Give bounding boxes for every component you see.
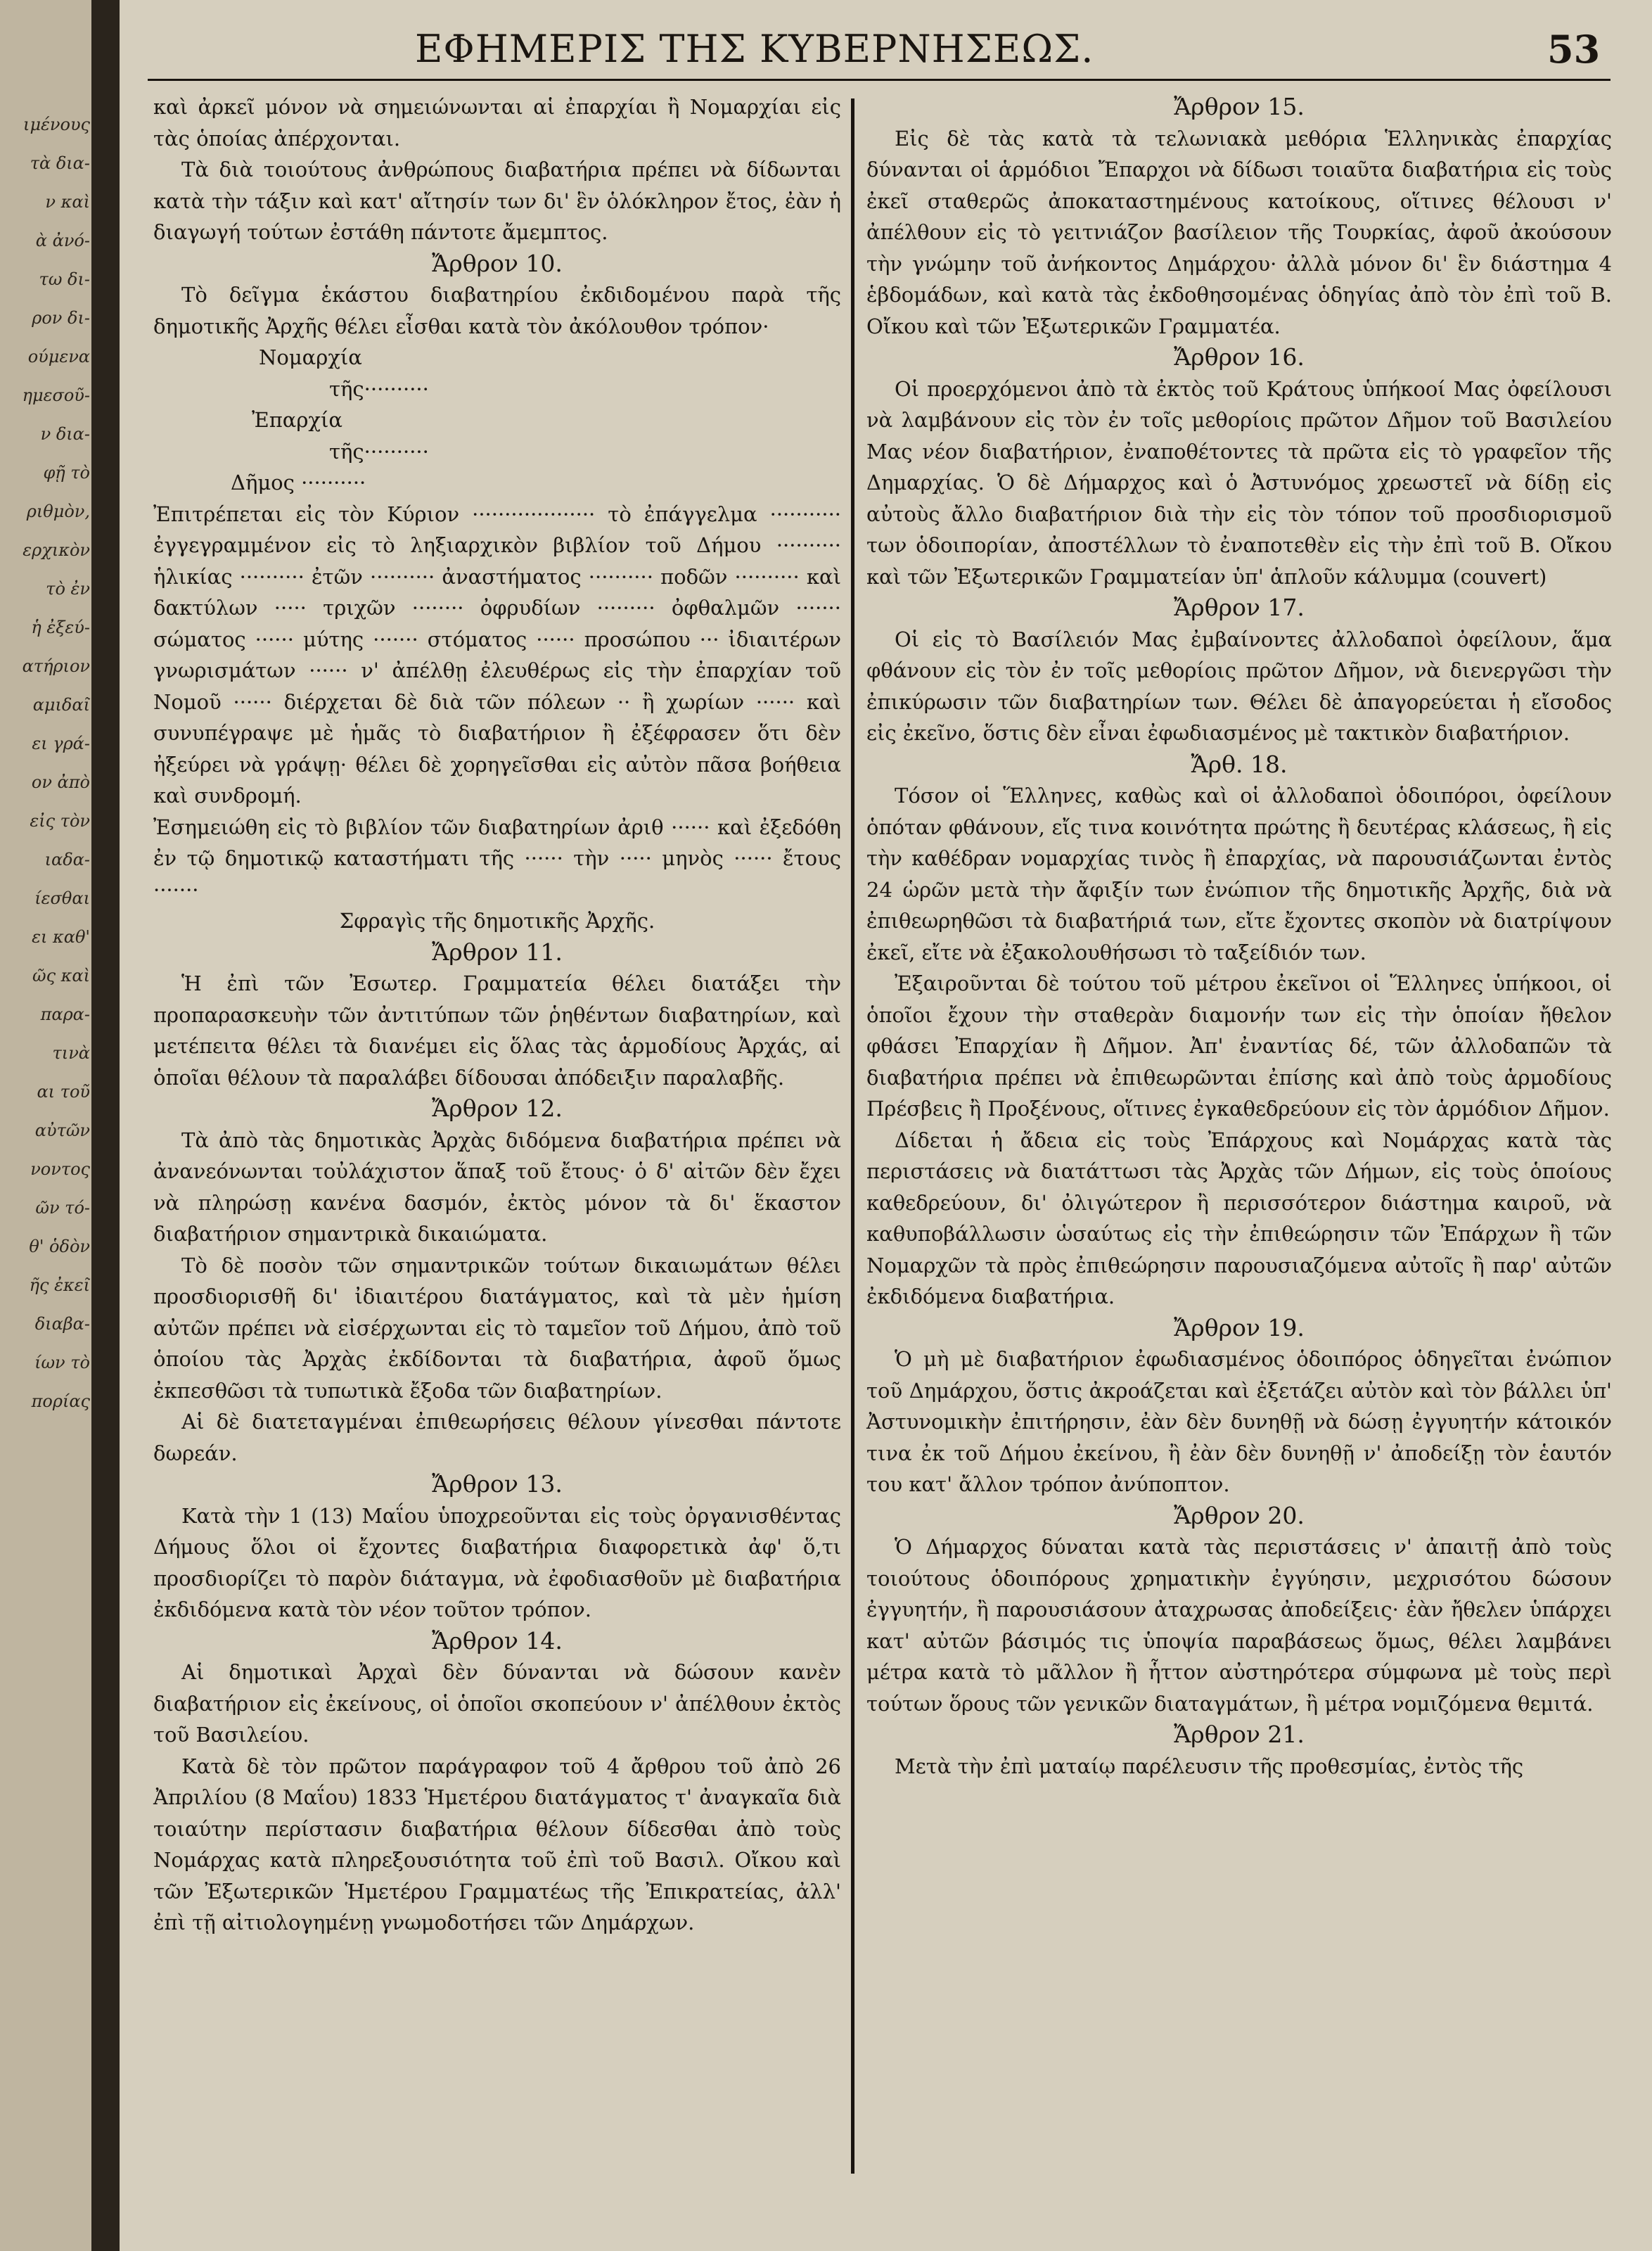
paragraph: Ὁ μὴ μὲ διαβατήριον ἐφωδιασμένος ὁδοιπόρος ὁδηγεῖται ἐνώπιον τοῦ Δημάρχου, ὅστις ἀκροάζεται καὶ ἐξετάζει αὐτὸν καὶ τὸν βάλλει ὑπ' Ἀστυνομικὴν ἐπιτήρησιν, ἐὰν δὲν δυνηθῇ νὰ δώσῃ ἐγγυητήν κάτοικόν τινα ἐκ τοῦ Δήμου ἐκείνου, ἢ ἐὰν δὲν δυνηθῇ ν' ἀποδείξῃ τὸν ἑαυτόν του κατ' ἄλλον τρόπον ἀνύποπτον. bbox=[866, 1347, 1612, 1496]
article-heading: Ἄρθρον 14. bbox=[432, 1626, 563, 1654]
paragraph: Τὰ ἀπὸ τὰς δημοτικὰς Ἀρχὰς διδόμενα διαβατήρια πρέπει νὰ ἀνανεόνωνται τοὐλάχιστον ἅπαξ τοῦ ἔτους· ὁ δ' αἰτῶν δὲν ἔχει νὰ πληρώσῃ κανένα δασμόν, ἐκτὸς μόνον τὰ δι' ἕκαστον διαβατήριον σημαντρικὰ δικαιώματα. bbox=[153, 1128, 841, 1246]
article-heading: Ἄρθ. 18. bbox=[1191, 750, 1288, 778]
adjacent-page-fragment: ιαδα- bbox=[44, 850, 90, 869]
paragraph: Ὁ Δήμαρχος δύναται κατὰ τὰς περιστάσεις ν' ἀπαιτῇ ἀπὸ τοὺς τοιούτους ὁδοιπόρους χρηματικὴν ἐγγύησιν, μεχρισότου δώσουν ἐγγυητήν, ἢ παρουσιάσουν ἀταχρωσας ἀποδείξεις· ἐὰν ἤθελεν ὑπάρχει κατ' αὐτῶν βάσιμός τις ὑποψία παραβάσεως ὅμως, θέλει λαμβάνει μέτρα κατὰ τὸ μᾶλλον ἢ ἧττον αὐστηρότερα σύμφωνα μὲ τοὺς περὶ τούτων ὅρους τῶν γενικῶν διαταγμάτων, ἢ μέτρα νομιζόμενα θεμιτά. bbox=[866, 1535, 1612, 1716]
adjacent-page-fragment: ον ἀπὸ bbox=[31, 772, 90, 792]
adjacent-page-fragment: εἰς τὸν bbox=[30, 811, 90, 831]
left-column bbox=[153, 91, 841, 1939]
adjacent-page-fragment: τινὰ bbox=[52, 1043, 90, 1063]
passport-form-template bbox=[153, 342, 841, 937]
adjacent-page-fragment: ριθμὸν, bbox=[26, 502, 90, 521]
paragraph: Κατὰ τὴν 1 (13) Μαΐου ὑποχρεοῦνται εἰς τοὺς ὀργανισθέντας Δήμους ὅλοι οἱ ἔχοντες διαβατήρια διαφορετικὰ ἀφ' ὅ,τι προσδιορίζει τὸ παρὸν διάταγμα, νὰ ἐφοδιασθοῦν μὲ διαβατήρια ἐκδιδόμενα κατὰ τὸν νέον τοῦτον τρόπον. bbox=[153, 1503, 841, 1621]
form-line: Νομαρχία bbox=[259, 345, 362, 369]
right-column bbox=[866, 91, 1612, 1782]
binding-gutter bbox=[91, 0, 120, 2251]
form-line: τῆς·········· bbox=[329, 376, 429, 401]
adjacent-page-fragment: ερχικὸν bbox=[23, 540, 90, 560]
paragraph: Δίδεται ἡ ἄδεια εἰς τοὺς Ἐπάρχους καὶ Νομάρχας κατὰ τὰς περιστάσεις νὰ διατάττωσι τὰς Ἀρχὰς τῶν Δήμων, εἰς τοὺς ὁποίους καθεδρεύουν, δι' ὀλιγώτερον ἢ περισσότερον διάστημα καιροῦ, νὰ καθυποβάλλωσιν ὡσαύτως εἰς τὴν ἐπιθεώρησιν τῶν Ἐπάρχων ἢ τῶν Νομαρχῶν τὰ πρὸς ἐπιθεώρησιν παρουσιαζόμενα αὐτοῖς ἢ παρ' αὐτῶν ἐκδιδόμενα διαβατήρια. bbox=[866, 1128, 1612, 1308]
paragraph: Κατὰ δὲ τὸν πρῶτον παράγραφον τοῦ 4 ἄρθρου τοῦ ἀπὸ 26 Ἀπριλίου (8 Μαΐου) 1833 Ἡμετέρου διατάγματος τ' ἀναγκαῖα διὰ τοιαύτην περίστασιν διαβατήρια θέλουν δίδεσθαι ἀπὸ τοὺς Νομάρχας κατὰ πληρεξουσιότητα τοῦ ἐπὶ τοῦ Βασιλ. Οἴκου καὶ τῶν Ἐξωτερικῶν Ἡμετέρου Γραμματέως τῆς Ἐπικρατείας, ἀλλ' ἐπὶ τῇ αἰτιολογημένῃ γνωμοδοτήσει τῶν Δημάρχων. bbox=[153, 1754, 841, 1934]
paragraph: Ἐξαιροῦνται δὲ τούτου τοῦ μέτρου ἐκεῖνοι οἱ Ἕλληνες ὑπήκοοι, οἱ ὁποῖοι ἔχουν τὴν σταθερὰν διαμονήν των εἰς τὴν ὁποίαν ἤθελον φθάσει Ἐπαρχίαν ἢ Δῆμον. Ἀπ' ἐναντίας δέ, τῶν ἀλλοδαπῶν τὰ διαβατήρια πρέπει νὰ ἐπιθεωρῶνται ἐπίσης καὶ ἀπὸ τοὺς ἁρμοδίους Πρέσβεις ἢ Προξένους, οἵτινες ἐγκαθεδρεύουν εἰς τὸν ἁρμόδιον Δῆμον. bbox=[866, 971, 1612, 1121]
form-seal-line: Σφραγὶς τῆς δημοτικῆς Ἀρχῆς. bbox=[339, 909, 655, 933]
paragraph: Τὰ διὰ τοιούτους ἀνθρώπους διαβατήρια πρέπει νὰ δίδωνται κατὰ τὴν τάξιν καὶ κατ' αἴτησίν των δι' ἓν ὁλόκληρον ἔτος, ἐὰν ἡ διαγωγή τούτων ἐστάθη πάντοτε ἄμεμπτος. bbox=[153, 158, 841, 244]
adjacent-page-fragment: φῇ τὸ bbox=[43, 463, 90, 483]
adjacent-page-fragment: ὰ ἀνό- bbox=[35, 231, 90, 250]
paragraph: Τόσον οἱ Ἕλληνες, καθὼς καὶ οἱ ἀλλοδαποὶ ὁδοιπόροι, ὀφείλουν ὁπόταν φθάνουν, εἴς τινα κοινότητα πρώτης ἢ δευτέρας κλάσεως, ἢ εἰς τὴν καθέδραν νομαρχίας τινὸς ἢ ἐπαρχίας, νὰ παρουσιάζωνται ἐντὸς 24 ὡρῶν μετὰ τὴν ἄφιξίν των ἐνώπιον τῆς δημοτικῆς Ἀρχῆς, διὰ νὰ ἐπιθεωρηθῶσι τὰ διαβατήριά των, εἴτε ἔχοντες σκοπὸν νὰ διατρίψουν ἐκεῖ, εἴτε νὰ ἐξακολουθήσωσι τὸ ταξείδιόν των. bbox=[866, 784, 1612, 964]
paragraph: Οἱ εἰς τὸ Βασίλειόν Μας ἐμβαίνοντες ἀλλοδαποὶ ὀφείλουν, ἅμα φθάνουν εἰς τὸν ἐν τοῖς μεθορίοις πρῶτον Δῆμον, νὰ διενεργῶσι τὴν ἐπικύρωσιν τῶν διαβατηρίων των. Θέλει δὲ ἀπαγορεύεται ἡ εἴσοδος εἰς ἐκεῖνο, ὅστις δὲν εἶναι ἐφωδιασμένος μὲ τακτικὸν διαβατήριον. bbox=[866, 627, 1612, 745]
adjacent-page-fragment: ῶς καὶ bbox=[32, 966, 90, 986]
page-number: 53 bbox=[1547, 27, 1601, 72]
adjacent-page-fragment: αμιδαῖ bbox=[32, 695, 90, 715]
adjacent-page-fragment: θ' ὁδὸν bbox=[29, 1237, 90, 1256]
adjacent-page-fragment: πορίας bbox=[31, 1391, 90, 1411]
header-rule bbox=[148, 79, 1611, 81]
form-line: Δῆμος ·········· bbox=[231, 471, 366, 495]
adjacent-page-fragment: ούμενα bbox=[27, 347, 90, 366]
article-heading: Ἄρθρον 11. bbox=[432, 938, 563, 966]
article-heading: Ἄρθρον 17. bbox=[1174, 594, 1305, 621]
paragraph: καὶ ἀρκεῖ μόνον νὰ σημειώνωνται αἱ ἐπαρχίαι ἢ Νομαρχίαι εἰς τὰς ὁποίας ἀπέρχονται. bbox=[153, 95, 841, 151]
running-title: ΕΦΗΜΕΡΙΣ ΤΗΣ ΚΥΒΕΡΝΗΣΕΩΣ. bbox=[415, 27, 1094, 71]
adjacent-page-fragment: ιμένους bbox=[23, 115, 90, 134]
adjacent-page-fragment: ημεσοῦ- bbox=[22, 385, 90, 405]
adjacent-page-fragment: ἡ ἐξεύ- bbox=[31, 618, 90, 637]
paragraph: Αἱ δὲ διατεταγμέναι ἐπιθεωρήσεις θέλουν γίνεσθαι πάντοτε δωρεάν. bbox=[153, 1410, 841, 1465]
paragraph: Οἱ προερχόμενοι ἀπὸ τὰ ἐκτὸς τοῦ Κράτους ὑπήκοοί Μας ὀφείλουσι νὰ λαμβάνουν εἰς τὸν ἐν τοῖς μεθορίοις πρῶτον Δῆμον τοῦ Βασιλείου Μας νέον διαβατήριον, ἐναποθέτοντες τὰ πρῶτα εἰς τὸ γραφεῖον τῆς Δημαρχίας. Ὁ δὲ Δήμαρχος καὶ ὁ Ἀστυνόμος χρεωστεῖ νὰ δίδῃ εἰς αὐτοὺς ἄλλο διαβατήριον διὰ τὴν εἰς τὸν τόπον τοῦ προσδιορισμοῦ των ὁδοιπορίαν, ἀποστέλλων τὸ ἐναποτεθὲν εἰς τὴν ἐπὶ τοῦ Β. Οἴκου καὶ τῶν Ἐξωτερικῶν Γραμματείαν ὑπ' ἁπλοῦν κάλυμμα (couvert) bbox=[866, 376, 1612, 589]
adjacent-page-fragment: ει γρά- bbox=[32, 734, 90, 753]
article-heading: Ἄρθρον 19. bbox=[1174, 1313, 1305, 1341]
form-line: Ἐπαρχία bbox=[252, 408, 342, 432]
article-heading: Ἄρθρον 12. bbox=[432, 1095, 563, 1122]
paragraph: Αἱ δημοτικαὶ Ἀρχαὶ δὲν δύνανται νὰ δώσουν κανὲν διαβατήριον εἰς ἐκείνους, οἱ ὁποῖοι σκοπεύουν ν' ἀπέλθουν ἐκτὸς τοῦ Βασιλείου. bbox=[153, 1660, 841, 1747]
adjacent-page-fragment: ίεσθαι bbox=[34, 888, 90, 908]
article-heading: Ἄρθρον 10. bbox=[432, 249, 563, 277]
adjacent-page-fragment: ῆς ἐκεῖ bbox=[29, 1275, 90, 1295]
adjacent-page-fragment: ατήριον bbox=[22, 656, 90, 676]
adjacent-page-fragment: ει καθ' bbox=[32, 927, 90, 947]
adjacent-page-fragment: αι τοῦ bbox=[37, 1082, 90, 1102]
paragraph: Τὸ δὲ ποσὸν τῶν σημαντρικῶν τούτων δικαιωμάτων θέλει προσδιορισθῆ δι' ἰδιαιτέρου διατάγματος, καὶ τὰ μὲν ἡμίση αὐτῶν πρέπει νὰ εἰσέρχωνται εἰς τὸ ταμεῖον τοῦ Δήμου, ἀπὸ τοῦ ὁποίου τὰς Ἀρχὰς ἐκδίδονται τὰ διαβατήρια, ἀφοῦ ὅμως ἐκπεσθῶσι τὰ τυπωτικὰ ἔξοδα τῶν διαβατηρίων. bbox=[153, 1253, 841, 1403]
column-divider bbox=[851, 98, 854, 2174]
adjacent-page-edge bbox=[0, 0, 105, 2251]
article-heading: Ἄρθρον 20. bbox=[1174, 1501, 1305, 1529]
adjacent-page-fragment: τω δι- bbox=[39, 269, 90, 289]
article-heading: Ἄρθρον 21. bbox=[1174, 1721, 1305, 1748]
adjacent-page-fragment: ν καὶ bbox=[45, 192, 90, 212]
adjacent-page-fragment: παρα- bbox=[40, 1005, 90, 1024]
adjacent-page-fragment: τὸ ἐν bbox=[46, 579, 90, 599]
adjacent-page-fragment: ῶν τό- bbox=[35, 1198, 90, 1218]
paragraph: Τὸ δεῖγμα ἑκάστου διαβατηρίου ἐκδιδομένου παρὰ τῆς δημοτικῆς Ἀρχῆς θέλει εἶσθαι κατὰ τὸν ἀκόλουθον τρόπον· bbox=[153, 283, 841, 338]
paragraph: Ἡ ἐπὶ τῶν Ἐσωτερ. Γραμματεία θέλει διατάξει τὴν προπαρασκευὴν τῶν ἀντιτύπων τῶν ῥηθέντων διαβατηρίων, καὶ μετέπειτα θέλει τὰ διανέμει εἰς ὅλας τὰς ἁρμοδίους Ἀρχάς, αἱ ὁποῖαι θέλουν τὰ παραλάβει δίδουσαι ἀπόδειξιν παραλαβῆς. bbox=[153, 971, 841, 1090]
form-line: τῆς·········· bbox=[329, 439, 429, 464]
paragraph: Μετὰ τὴν ἐπὶ ματαίῳ παρέλευσιν τῆς προθεσμίας, ἐντὸς τῆς bbox=[895, 1754, 1524, 1778]
adjacent-page-fragment: νοντος bbox=[30, 1159, 90, 1179]
article-heading: Ἄρθρον 15. bbox=[1174, 93, 1305, 120]
paragraph: Εἰς δὲ τὰς κατὰ τὰ τελωνιακὰ μεθόρια Ἑλληνικὰς ἐπαρχίας δύνανται οἱ ἁρμόδιοι Ἔπαρχοι νὰ δίδωσι τοιαῦτα διαβατήρια εἰς τοὺς ἐκεῖ σταθερῶς ἀποκαταστημένους κατοίκους, οἵτινες θέλουσι ν' ἀπέλθουν εἰς τὸ γειτνιάζον βασίλειον τῆς Τουρκίας, ἀφοῦ ἀκούσουν τὴν γνώμην τοῦ ἀνήκοντος Δημάρχου· ἀλλὰ μόνον δι' ἓν διάστημα 4 ἑβδομάδων, καὶ κατὰ τὰς ἐκδοθησομένας ὁδηγίας ἀπὸ τὸν ἐπὶ τοῦ Β. Οἴκου καὶ τῶν Ἐξωτερικῶν Γραμματέα. bbox=[866, 126, 1612, 338]
adjacent-page-fragment: τὰ δια- bbox=[30, 153, 90, 173]
form-line: Ἐσημειώθη εἰς τὸ βιβλίον τῶν διαβατηρίων ἀριθ ······ καὶ ἐξεδόθη ἐν τῷ δημοτικῷ καταστήματι τῆς ······ τὴν ····· μηνὸς ······ ἔτους ······· bbox=[153, 815, 841, 902]
adjacent-page-fragment: ρον δι- bbox=[32, 308, 90, 328]
adjacent-page-fragment: ίων τὸ bbox=[34, 1353, 90, 1372]
adjacent-page-fragment: διαβα- bbox=[34, 1314, 90, 1334]
article-heading: Ἄρθρον 13. bbox=[432, 1470, 563, 1498]
article-heading: Ἄρθρον 16. bbox=[1174, 343, 1305, 371]
adjacent-page-text bbox=[0, 106, 90, 1421]
adjacent-page-fragment: αὐτῶν bbox=[34, 1121, 90, 1140]
adjacent-page-fragment: ν δια- bbox=[40, 424, 90, 444]
form-body: Ἐπιτρέπεται εἰς τὸν Κύριον ··················· τὸ ἐπάγγελμα ··········· ἐγγεγραμμένον εἰς τὸ ληξιαρχικὸν βιβλίον τοῦ Δήμου ·········· ἡλικίας ·········· ἐτῶν ·········· ἀναστήματος ·········· ποδῶν ·········· καὶ δακτύλων ····· τριχῶν ········ ὀφρυδίων ········· ὀφθαλμῶν ······· σώματος ······ μύτης ······· στόματος ······ προσώπου ··· ἰδιαιτέρων γνωρισμάτων ······ ν' ἀπέλθῃ ἐλευθέρως εἰς τὴν ἐπαρχίαν τοῦ Νομοῦ ······ διέρχεται δὲ διὰ τῶν πόλεων ·· ἢ χωρίων ······ καὶ συνυπέγραψε μὲ ἡμᾶς τὸ διαβατήριον ἢ ἐξέφρασεν ὅτι δὲν ἠξεύρει νὰ γράψῃ· θέλει δὲ χορηγεῖσθαι εἰς αὐτὸν πᾶσα βοήθεια καὶ συνδρομή. bbox=[153, 502, 841, 808]
